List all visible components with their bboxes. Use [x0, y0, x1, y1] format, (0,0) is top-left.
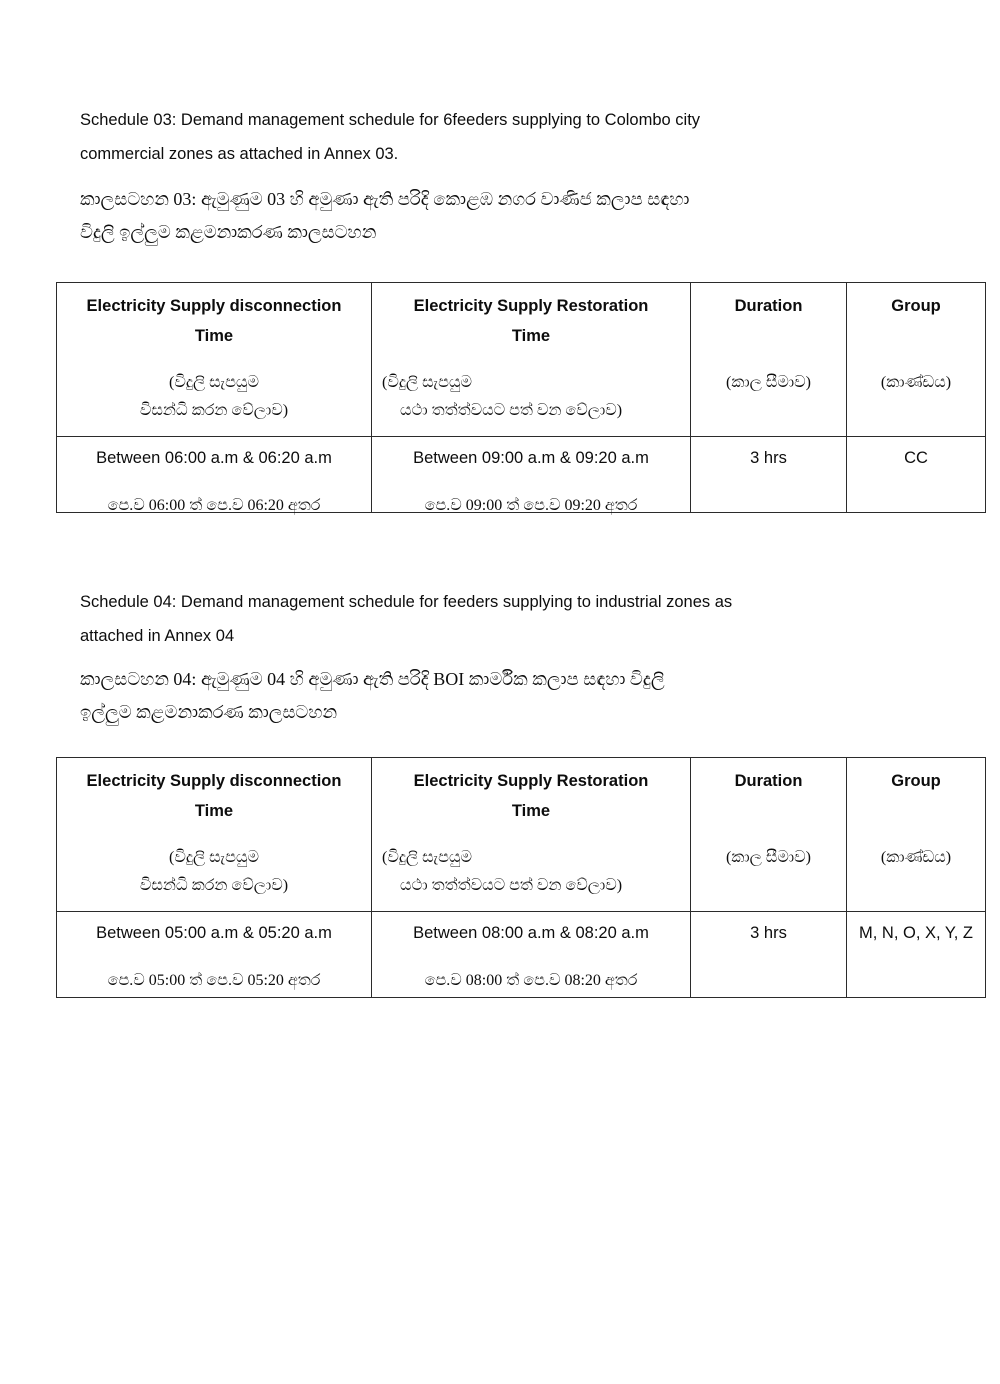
cell-disconnection-en: Between 06:00 a.m & 06:20 a.m: [96, 449, 332, 467]
cell-restoration-time: [372, 912, 691, 998]
header-restoration-en-line2: Time: [511, 327, 551, 345]
header-group-si-line1: (කාණ්ඩය): [880, 849, 952, 866]
schedule-04-heading-sinhala: [80, 663, 895, 729]
header-cell-restoration-time: [372, 758, 691, 912]
schedule-03-heading-english: [80, 103, 895, 171]
header-group-si-line1: (කාණ්ඩය): [880, 374, 952, 391]
header-duration-si-line1: (කාල සීමාව): [726, 374, 811, 391]
header-cell-duration: [691, 758, 847, 912]
header-duration-en: Duration: [734, 297, 803, 315]
header-disconnection-si-line2: විසන්ධි කරන වේලාව): [139, 877, 289, 894]
cell-group-value: CC: [904, 449, 928, 467]
header-disconnection-en-line2: Time: [194, 327, 234, 345]
header-cell-group: [847, 283, 986, 437]
header-duration-si: [697, 844, 840, 872]
cell-group: [847, 912, 986, 998]
cell-duration: [691, 912, 847, 998]
cell-group-value: M, N, O, X, Y, Z: [859, 924, 974, 942]
header-restoration-en-line1: Electricity Supply Restoration: [413, 772, 649, 790]
header-restoration-en-line2: Time: [511, 802, 551, 820]
schedule-03-heading-si-line1: කාලසටහන 03: ඇමුණුම 03 හි අමුණා ඇති පරිදි කොළඹ නගර වාණිජ කලාප සඳහා: [80, 189, 690, 209]
header-disconnection-en-line1: Electricity Supply disconnection: [86, 772, 342, 790]
header-duration-si-line1: (කාල සීමාව): [726, 849, 811, 866]
header-group-en: Group: [891, 772, 941, 790]
table-row: [57, 912, 986, 998]
cell-restoration-si: පෙ.ව 08:00 ත් පෙ.ව 08:20 අතර: [424, 972, 638, 989]
header-group-si: [853, 369, 979, 397]
header-restoration-en-line1: Electricity Supply Restoration: [413, 297, 649, 315]
schedule-04-table: [56, 757, 986, 998]
header-duration-si: [697, 369, 840, 397]
cell-duration: [691, 437, 847, 513]
schedule-03-heading-sinhala: [80, 183, 895, 249]
cell-disconnection-si: පෙ.ව 06:00 ත් පෙ.ව 06:20 අතර: [107, 497, 321, 514]
header-restoration-si-line2: යථා තත්ත්වයට පත් වන වේලාව): [400, 877, 623, 894]
header-disconnection-en-line2: Time: [194, 802, 234, 820]
schedule-04-heading-en-line1: Schedule 04: Demand management schedule for feeders supplying to industrial zones as: [80, 593, 733, 611]
header-cell-disconnection-time: [57, 283, 372, 437]
header-cell-restoration-time: [372, 283, 691, 437]
schedule-04-heading-si-line1: කාලසටහන 04: ඇමුණුම 04 හි අමුණා ඇති පරිදි BOI කාර්මික කලාප සඳහා විදුලි: [80, 669, 665, 689]
cell-restoration-en: Between 08:00 a.m & 08:20 a.m: [413, 924, 649, 942]
header-restoration-si-line1: (විදුලි සැපයුම: [382, 849, 472, 866]
header-duration-en: Duration: [734, 772, 803, 790]
table-header-row: [57, 758, 986, 912]
header-disconnection-si-line2: විසන්ධි කරන වේලාව): [139, 402, 289, 419]
header-disconnection-si-line1: (විදුලි සැපයුම: [169, 849, 259, 866]
cell-duration-value: 3 hrs: [750, 924, 787, 942]
table-header-row: [57, 283, 986, 437]
header-disconnection-si: [63, 369, 365, 425]
schedule-03-heading-en-line1: Schedule 03: Demand management schedule for 6feeders supplying to Colombo city: [80, 111, 701, 129]
cell-disconnection-time: [57, 912, 372, 998]
header-restoration-si: [378, 844, 684, 900]
header-restoration-si-line2: යථා තත්ත්වයට පත් වන වේලාව): [400, 402, 623, 419]
header-disconnection-en-line1: Electricity Supply disconnection: [86, 297, 342, 315]
header-disconnection-si: [63, 844, 365, 900]
schedule-04-heading-si-line2: ඉල්ලුම කළමනාකරණ කාලසටහන: [80, 702, 338, 722]
schedule-04-heading-en-line2: attached in Annex 04: [80, 627, 235, 645]
cell-group: [847, 437, 986, 513]
cell-disconnection-si: පෙ.ව 05:00 ත් පෙ.ව 05:20 අතර: [107, 972, 321, 989]
schedule-03-heading-en-line2: commercial zones as attached in Annex 03.: [80, 145, 399, 163]
schedule-03-heading-si-line2: විදුලි ඉල්ලුම කළමනාකරණ කාලසටහන: [80, 222, 377, 242]
header-restoration-si: [378, 369, 684, 425]
cell-disconnection-en: Between 05:00 a.m & 05:20 a.m: [96, 924, 332, 942]
header-restoration-si-line1: (විදුලි සැපයුම: [382, 374, 472, 391]
schedule-03-table: [56, 282, 986, 513]
header-cell-group: [847, 758, 986, 912]
cell-restoration-time: [372, 437, 691, 513]
header-group-en: Group: [891, 297, 941, 315]
cell-restoration-si: පෙ.ව 09:00 ත් පෙ.ව 09:20 අතර: [424, 497, 638, 514]
table-row: [57, 437, 986, 513]
header-group-si: [853, 844, 979, 872]
header-cell-disconnection-time: [57, 758, 372, 912]
header-cell-duration: [691, 283, 847, 437]
cell-duration-value: 3 hrs: [750, 449, 787, 467]
header-disconnection-si-line1: (විදුලි සැපයුම: [169, 374, 259, 391]
schedule-04-heading-english: [80, 585, 892, 653]
cell-restoration-en: Between 09:00 a.m & 09:20 a.m: [413, 449, 649, 467]
cell-disconnection-time: [57, 437, 372, 513]
